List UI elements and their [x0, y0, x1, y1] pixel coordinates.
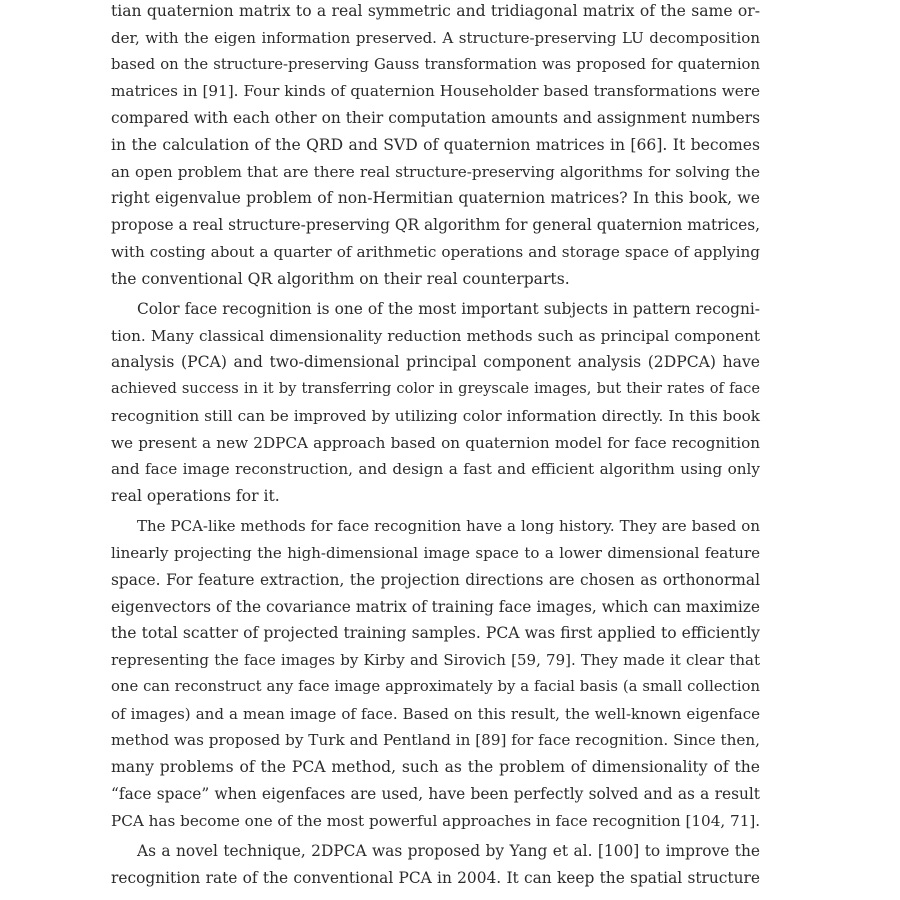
- text-line: of images) and a mean image of face. Based on this result, the well-known eigenface: [111, 704, 760, 723]
- paragraph-quaternion-qr: [111, 0, 760, 292]
- text-line: real operations for it.: [111, 487, 280, 505]
- text-line: many problems of the PCA method, such as the problem of dimensionality of the: [111, 758, 760, 776]
- text-line: compared with each other on their computation amounts and assignment numbers: [111, 109, 760, 127]
- text-line: “face space” when eigenfaces are used, have been perfectly solved and as a result: [111, 784, 760, 803]
- paragraph-2dpca: [111, 838, 760, 892]
- paragraph-color-face-recognition: [111, 296, 760, 510]
- text-line: method was proposed by Turk and Pentland in [89] for face recognition. Since then,: [111, 731, 760, 750]
- text-line: propose a real structure-preserving QR algorithm for general quaternion matrices,: [111, 216, 760, 234]
- paragraph-pca-history: [111, 513, 760, 834]
- text-line: tian quaternion matrix to a real symmetric and tridiagonal matrix of the same or-: [111, 2, 760, 20]
- text-line: The PCA-like methods for face recognition have a long history. They are based on: [137, 517, 760, 536]
- text-line: an open problem that are there real structure-preserving algorithms for solving the: [111, 162, 760, 181]
- text-line: one can reconstruct any face image approximately by a facial basis (a small collection: [111, 677, 760, 695]
- text-line: representing the face images by Kirby and Sirovich [59, 79]. They made it clear that: [111, 651, 760, 669]
- text-line: we present a new 2DPCA approach based on quaternion model for face recognition: [111, 433, 760, 452]
- text-line: Color face recognition is one of the most important subjects in pattern recogni-: [137, 299, 760, 318]
- text-line: recognition rate of the conventional PCA in 2004. It can keep the spatial structure: [111, 868, 760, 887]
- text-line: der, with the eigen information preserved. A structure-preserving LU decomposition: [111, 28, 760, 47]
- text-line: based on the structure-preserving Gauss transformation was proposed for quaternion: [111, 55, 760, 73]
- text-line: tion. Many classical dimensionality reduction methods such as principal component: [111, 326, 760, 345]
- text-line: analysis (PCA) and two-dimensional principal component analysis (2DPCA) have: [111, 353, 760, 372]
- text-line: achieved success in it by transferring color in greyscale images, but their rates of face: [111, 380, 760, 397]
- text-line: linearly projecting the high-dimensional image space to a lower dimensional feature: [111, 544, 760, 562]
- text-line: the conventional QR algorithm on their real counterparts.: [111, 269, 570, 288]
- text-line: eigenvectors of the covariance matrix of training face images, which can maximize: [111, 597, 760, 616]
- text-line: right eigenvalue problem of non-Hermitian quaternion matrices? In this book, we: [111, 189, 760, 208]
- text-line: As a novel technique, 2DPCA was proposed by Yang et al. [100] to improve the: [137, 841, 760, 860]
- text-line: recognition still can be improved by utilizing color information directly. In this book: [111, 406, 760, 425]
- text-line: with costing about a quarter of arithmetic operations and storage space of applying: [111, 242, 760, 261]
- text-line: matrices in [91]. Four kinds of quaternion Householder based transformations were: [111, 82, 760, 101]
- text-line: and face image reconstruction, and design a fast and efficient algorithm using only: [111, 460, 760, 479]
- text-line: PCA has become one of the most powerful approaches in face recognition [104, 71].: [111, 811, 761, 830]
- text-line: space. For feature extraction, the projection directions are chosen as orthonormal: [111, 570, 760, 589]
- text-line: in the calculation of the QRD and SVD of quaternion matrices in [66]. It becomes: [111, 135, 760, 154]
- page-body: [111, 0, 760, 895]
- text-line: the total scatter of projected training samples. PCA was first applied to efficiently: [111, 624, 760, 643]
